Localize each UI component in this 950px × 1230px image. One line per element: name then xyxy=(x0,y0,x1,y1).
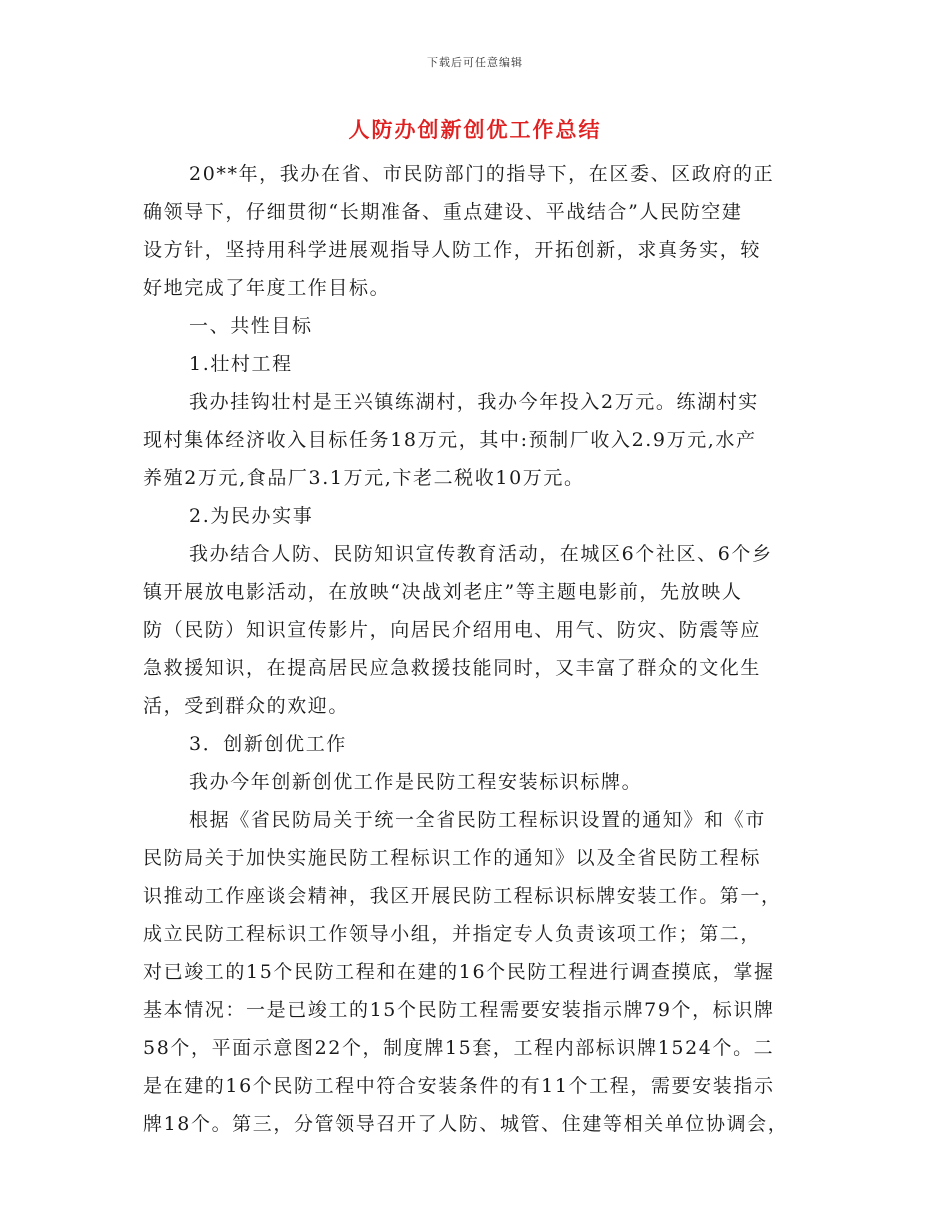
paragraph-line: 防（民防）知识宣传影片，向居民介绍用电、用气、防灾、防震等应 xyxy=(143,619,762,641)
paragraph-line: 设方针，坚持用科学进展观指导人防工作，开拓创新，求真务实，较 xyxy=(143,239,762,261)
paragraph-line: 成立民防工程标识工作领导小组，并指定专人负责该项工作；第二， xyxy=(143,923,762,945)
paragraph-line: 基本情况：一是已竣工的15个民防工程需要安装指示牌79个，标识牌 xyxy=(143,999,775,1021)
paragraph-line: 现村集体经济收入目标任务18万元，其中:预制厂收入2.9万元,水产 xyxy=(143,429,757,451)
paragraph-line: 活，受到群众的欢迎。 xyxy=(143,695,350,717)
paragraph-line: 识推动工作座谈会精神，我区开展民防工程标识标牌安装工作。第一， xyxy=(143,885,782,907)
paragraph-line: 对已竣工的15个民防工程和在建的16个民防工程进行调查摸底，掌握 xyxy=(143,961,775,983)
paragraph-line: 确领导下，仔细贯彻“长期准备、重点建设、平战结合”人民防空建 xyxy=(143,201,743,223)
document-title: 人防办创新创优工作总结 xyxy=(348,117,602,142)
paragraph-line: 镇开展放电影活动，在放映“决战刘老庄”等主题电影前，先放映人 xyxy=(143,581,743,603)
paragraph-line: 我办今年创新创优工作是民防工程安装标识标牌。 xyxy=(189,771,643,793)
paragraph-line: 20**年，我办在省、市民防部门的指导下，在区委、区政府的正 xyxy=(189,163,775,185)
section-heading: 一、共性目标 xyxy=(189,315,313,337)
header-note: 下载后可任意编辑 xyxy=(427,56,523,69)
subsection-heading: 2.为民办实事 xyxy=(189,505,314,527)
subsection-heading: 1.壮村工程 xyxy=(189,353,293,375)
paragraph-line: 是在建的16个民防工程中符合安装条件的有11个工程，需要安装指示 xyxy=(143,1075,775,1097)
document-body xyxy=(143,155,811,1143)
paragraph-line: 民防局关于加快实施民防工程标识工作的通知》以及全省民防工程标 xyxy=(143,847,762,869)
paragraph-line: 我办挂钩壮村是王兴镇练湖村，我办今年投入2万元。练湖村实 xyxy=(189,391,759,413)
paragraph-line: 养殖2万元,食品厂3.1万元,卞老二税收10万元。 xyxy=(143,467,585,489)
paragraph-line: 58个，平面示意图22个，制度牌15套，工程内部标识牌1524个。二 xyxy=(143,1037,775,1059)
paragraph-line: 根据《省民防局关于统一全省民防工程标识设置的通知》和《市 xyxy=(189,809,766,831)
subsection-heading: 3．创新创优工作 xyxy=(189,733,347,755)
paragraph-line: 我办结合人防、民防知识宣传教育活动，在城区6个社区、6个乡 xyxy=(189,543,773,565)
paragraph-line: 急救援知识，在提高居民应急救援技能同时，又丰富了群众的文化生 xyxy=(143,657,762,679)
paragraph-line: 牌18个。第三，分管领导召开了人防、城管、住建等相关单位协调会， xyxy=(143,1113,789,1135)
paragraph-line: 好地完成了年度工作目标。 xyxy=(143,277,391,299)
